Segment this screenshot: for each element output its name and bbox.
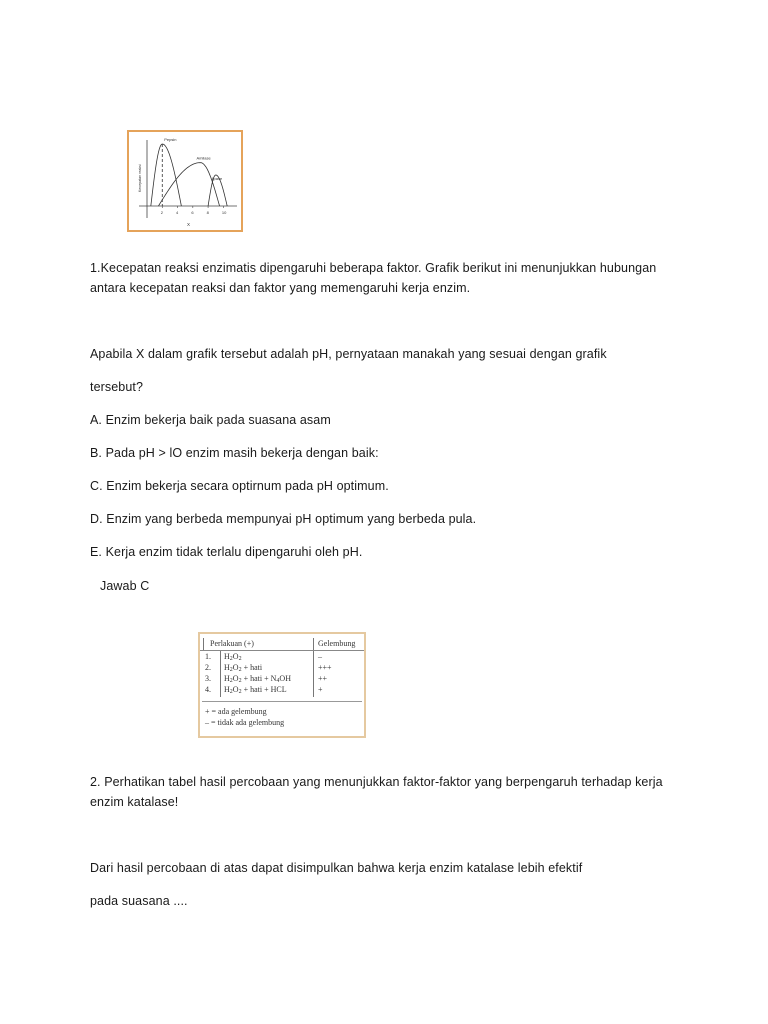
answer-text: Jawab C	[100, 579, 150, 593]
row-4-no: 4.	[205, 685, 211, 694]
table-divider	[203, 638, 204, 650]
option-a: A. Enzim bekerja baik pada suasana asam	[90, 413, 331, 427]
row-3-no: 3.	[205, 674, 211, 683]
series-curve-amilase	[158, 163, 219, 206]
option-d: D. Enzim yang berbeda mempunyai pH optimum yang berbeda pula.	[90, 512, 477, 526]
x-tick-label: 10	[221, 210, 227, 215]
option-c: C. Enzim bekerja secara optirnum pada pH optimum.	[90, 479, 389, 493]
row-2-no: 2.	[205, 663, 211, 672]
x-tick-label: 4	[176, 210, 179, 215]
series-label-pepsin: Pepsin	[164, 137, 177, 142]
option-e: E. Kerja enzim tidak terlalu dipengaruhi oleh pH.	[90, 545, 363, 559]
x-axis-label: X	[187, 222, 191, 227]
x-tick-label: 2	[160, 210, 164, 215]
row-2-treatment: $H_2O_2$ + hati	[224, 663, 263, 673]
legend-minus: – = tidak ada gelembung	[205, 718, 285, 727]
question-2-prompt-line-1: Dari hasil percobaan di atas dapat disimpulkan bahwa kerja enzim katalase lebih efektif	[90, 861, 583, 875]
table-divider	[220, 651, 221, 697]
series-label-amilase: Amilase	[196, 155, 211, 161]
table-header	[200, 638, 364, 651]
chart-svg	[129, 132, 241, 230]
row-4-treatment: $H_2O_2$ + hati + HCL	[224, 685, 287, 695]
series-label-lipase: lipase	[211, 176, 223, 181]
header-bubbles: Gelembung	[318, 639, 356, 648]
row-4-result: +	[318, 685, 323, 694]
question-1-intro: 1.Kecepatan reaksi enzimatis dipengaruhi beberapa faktor. Grafik berikut ini menunjukkan hubungan antara kecepatan reaksi dan faktor yang memengaruhi kerja enzim.	[90, 261, 657, 295]
row-1-result: –	[318, 652, 322, 661]
row-3-treatment: $H_2O_2$ + hati + $N_4OH$	[224, 674, 291, 684]
question-1-prompt-line-1: Apabila X dalam grafik tersebut adalah pH, pernyataan manakah yang sesuai dengan grafik	[90, 347, 607, 361]
table-divider	[313, 651, 314, 697]
row-3-result: ++	[318, 674, 328, 683]
x-tick-label: 8	[206, 210, 209, 215]
question-1-prompt-line-2: tersebut?	[90, 380, 144, 394]
row-1-treatment: $H_2O_2$	[224, 652, 242, 662]
legend-plus: + = ada gelembung	[205, 707, 267, 716]
x-tick-label: 6	[191, 210, 194, 215]
row-1-no: 1.	[205, 652, 211, 661]
table-divider	[313, 638, 314, 650]
row-2-result: +++	[318, 663, 332, 672]
question-2-intro: 2. Perhatikan tabel hasil percobaan yang menunjukkan faktor-faktor yang berpengaruh terhadap kerja enzim katalase!	[90, 775, 663, 809]
option-b: B. Pada pH > lO enzim masih bekerja dengan baik:	[90, 446, 379, 460]
question-2-prompt-line-2: pada suasana ....	[90, 894, 188, 908]
y-axis-label: Kecepatan reaksi	[138, 164, 142, 192]
header-treatment: Perlakuan (+)	[210, 639, 254, 648]
enzyme-rate-chart	[127, 130, 243, 232]
series-curve-pepsin	[151, 144, 182, 206]
catalase-experiment-table	[198, 632, 366, 738]
table-divider	[202, 701, 362, 702]
